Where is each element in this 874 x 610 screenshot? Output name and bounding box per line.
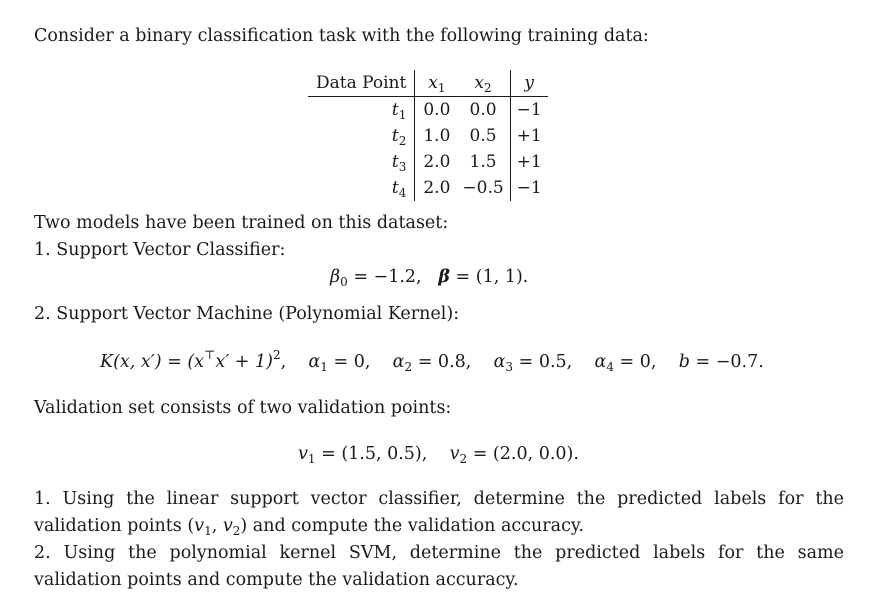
header-x2: $x_2$ [456,70,510,97]
model2-heading: 2. Support Vector Machine (Polynomial Kernel): [34,304,460,324]
table-row [308,123,548,149]
cell-x2: 0.0 [469,100,497,120]
cell-y: −1 [510,97,548,124]
cell-y: +1 [510,149,548,175]
table-row [308,175,548,201]
header-data-point: Data Point [308,70,415,97]
cell-y: −1 [510,175,548,201]
header-x1: $x_1$ [415,70,457,97]
cell-x2: −0.5 [462,178,504,198]
model2-equation: K(x, $x') = (x^⊤x' + 1)^2$, $\alpha_1 = 0$, $\alpha_2 = 0.8$, $\alpha_3 = 0.5$, $\alpha_4 = 0$, b = −0.7. [100,348,764,374]
cell-x2: 0.5 [469,126,497,146]
cell-point: $t_1$ [391,100,407,122]
table-header-row [308,70,548,97]
intro-text: Consider a binary classification task with the following training data: [34,26,649,46]
cell-point: $t_4$ [391,178,407,200]
validation-intro-text: Validation set consists of two validation points: [34,398,452,418]
cell-point: $t_3$ [391,152,407,174]
training-data-table [308,70,548,201]
model1-equation: $\beta_0 = -1.2$, β = (1, 1). [330,267,529,289]
cell-x1: 2.0 [415,149,457,175]
cell-x1: 1.0 [415,123,457,149]
task1-text: 1. Using the linear support vector classifier, determine the predicted labels for the validation points ($v_1$, $v_2$) and compute the validation accuracy. [34,489,844,538]
cell-point: $t_2$ [391,126,407,148]
validation-equation: $v_1 = (1.5$, 0.5), $v_2 = (2.0$, 0.0). [298,444,579,466]
header-y: y [510,70,548,97]
table-row [308,97,548,124]
models-intro-text: Two models have been trained on this dataset: [34,213,449,233]
task2-text: 2. Using the polynomial kernel SVM, determine the predicted labels for the same validation points and compute the validation accuracy. [34,543,844,590]
cell-x1: 2.0 [415,175,457,201]
table-row [308,149,548,175]
cell-x2: 1.5 [469,152,497,172]
cell-x1: 0.0 [415,97,457,124]
model1-heading: 1. Support Vector Classifier: [34,240,286,260]
cell-y: +1 [510,123,548,149]
